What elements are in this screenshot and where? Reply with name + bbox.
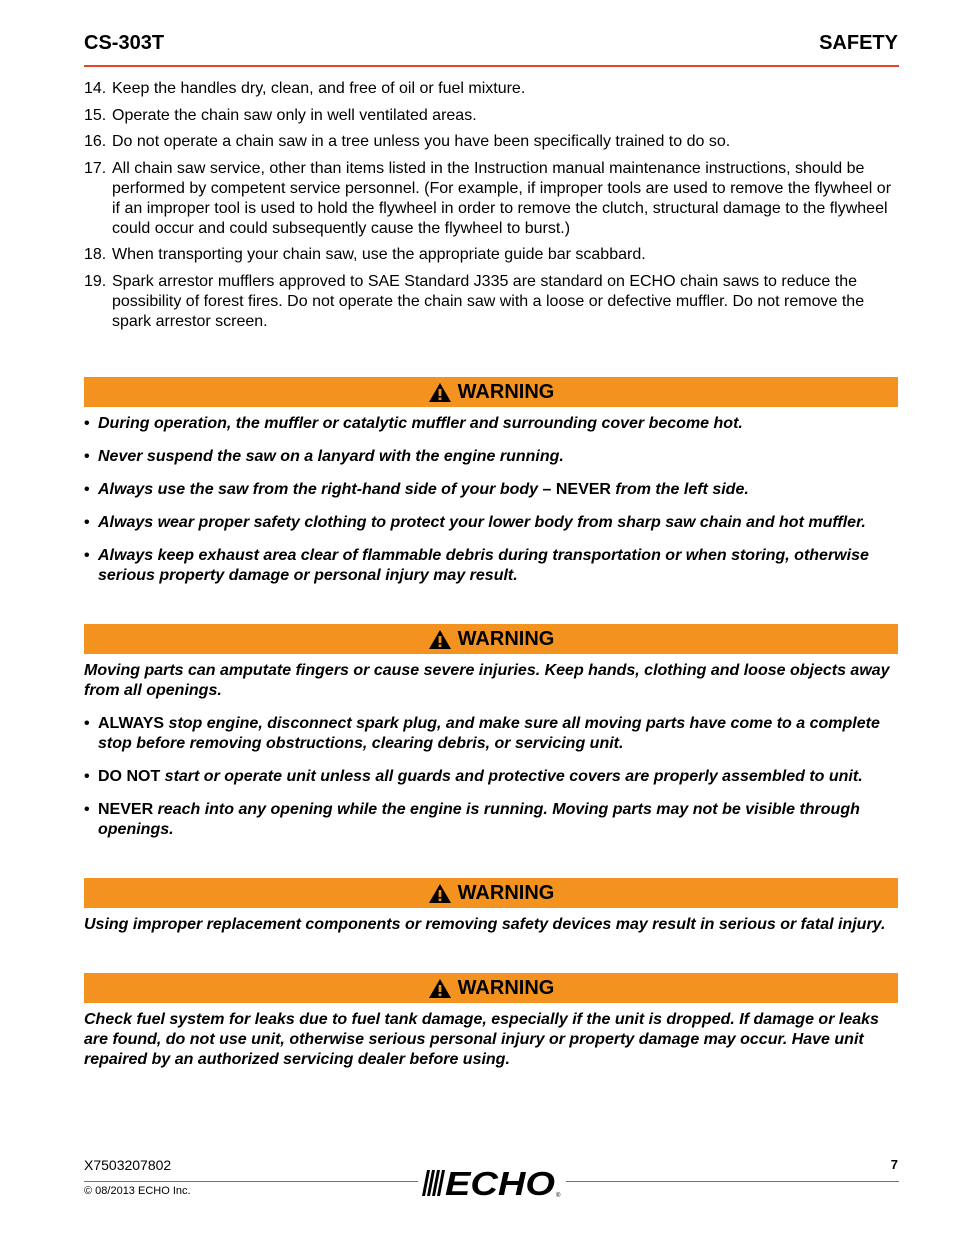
bullet-text: reach into any opening while the engine is running. Moving parts may not be visible through openings. [98, 801, 860, 838]
item-text: When transporting your chain saw, use the appropriate guide bar scabbard. [112, 246, 646, 263]
bullet-text: Never suspend the saw on a lanyard with the engine running. [98, 448, 564, 465]
bullet-text: During operation, the muffler or catalytic muffler and surrounding cover become hot. [98, 415, 743, 432]
warning-bullet: • ALWAYS stop engine, disconnect spark plug, and make sure all moving parts have come to a complete stop before removing obstructions, clearing debris, or servicing unit. [84, 715, 880, 752]
warning-triangle-icon [428, 382, 452, 403]
warning-bullet: • Always keep exhaust area clear of flammable debris during transportation or when storing, otherwise serious property damage or personal injury may result. [84, 547, 869, 584]
warning-text: Using improper replacement components or removing safety devices may result in serious or fatal injury. [84, 916, 886, 933]
warning-banner [84, 973, 898, 1003]
warning-3-content [84, 915, 900, 948]
page-number: 7 [890, 1157, 898, 1172]
list-item [84, 106, 902, 126]
warning-bullet: • Always use the saw from the right-hand side of your body – NEVER from the left side. [84, 481, 749, 498]
warning-2-content [84, 661, 900, 853]
echo-logo [421, 1166, 563, 1200]
warning-bullet: • Never suspend the saw on a lanyard with the engine running. [84, 448, 564, 465]
item-text: Operate the chain saw only in well ventilated areas. [112, 106, 477, 124]
bullet-emphasis: ALWAYS [98, 715, 165, 732]
warning-banner [84, 377, 898, 407]
list-item [84, 159, 902, 239]
warning-1-content [84, 414, 900, 599]
bullet-text: stop engine, disconnect spark plug, and make sure all moving parts have come to a complete stop before removing obstructions, clearing debris, or servicing unit. [98, 715, 880, 752]
bullet-text: Always keep exhaust area clear of flammable debris during transportation or when storing, otherwise serious property damage or personal injury may result. [98, 547, 869, 584]
warning-bullet: • NEVER reach into any opening while the engine is running. Moving parts may not be visible through openings. [84, 801, 860, 838]
warning-triangle-icon [428, 978, 452, 999]
part-number: X7503207802 [84, 1157, 172, 1173]
warning-banner [84, 878, 898, 908]
item-text: Keep the handles dry, clean, and free of oil or fuel mixture. [112, 80, 526, 97]
item-number: 19. [84, 272, 107, 290]
section-title: SAFETY [819, 32, 898, 54]
footer-divider-right [566, 1181, 899, 1182]
warning-triangle-icon [428, 883, 452, 904]
bullet-text: Always wear proper safety clothing to protect your lower body from sharp saw chain and hot muffler. [98, 514, 866, 531]
model-number: CS-303T [84, 32, 165, 54]
warning-label: WARNING [457, 881, 555, 904]
item-number: 17. [84, 159, 107, 177]
page-header [84, 32, 898, 66]
header-divider [84, 65, 899, 67]
svg-text:®: ® [556, 1193, 561, 1199]
warning-bullet: • During operation, the muffler or catalytic muffler and surrounding cover become hot. [84, 415, 743, 432]
bullet-emphasis: NEVER [555, 481, 611, 498]
bullet-text: from the left side. [610, 481, 749, 498]
item-number: 16. [84, 133, 107, 150]
item-number: 15. [84, 106, 107, 124]
warning-4-content [84, 1010, 900, 1083]
item-number: 14. [84, 80, 107, 97]
bullet-emphasis: DO NOT [98, 768, 161, 785]
warning-banner [84, 624, 898, 654]
item-number: 18. [84, 246, 107, 263]
list-item [84, 272, 902, 332]
bullet-text: Always use the saw from the right-hand side of your body – [98, 481, 556, 498]
list-item [84, 79, 902, 99]
item-text: Do not operate a chain saw in a tree unless you have been specifically trained to do so. [112, 133, 731, 150]
copyright: © 08/2013 ECHO Inc. [84, 1185, 191, 1197]
warning-bullet: • Always wear proper safety clothing to protect your lower body from sharp saw chain and hot muffler. [84, 514, 866, 531]
numbered-safety-list [84, 79, 902, 338]
svg-text:ECHO: ECHO [445, 1166, 556, 1200]
warning-label: WARNING [457, 976, 555, 999]
list-item [84, 245, 902, 265]
list-item [84, 132, 902, 152]
bullet-text: start or operate unit unless all guards and protective covers are properly assembled to unit. [160, 768, 863, 785]
warning-text: Check fuel system for leaks due to fuel tank damage, especially if the unit is dropped. If damage or leaks are found, do not use unit, otherwise serious personal injury or property damage may occur. Have unit repaired by an authorized servicing dealer before using. [84, 1011, 879, 1068]
footer-divider-left [84, 1181, 418, 1182]
warning-triangle-icon [428, 629, 452, 650]
warning-bullet: • DO NOT start or operate unit unless all guards and protective covers are properly assembled to unit. [84, 768, 863, 785]
warning-intro: Moving parts can amputate fingers or cause severe injuries. Keep hands, clothing and loose objects away from all openings. [84, 662, 890, 699]
item-text: All chain saw service, other than items listed in the Instruction manual maintenance instructions, should be performed by competent service personnel. (For example, if improper tools are used to remove the flywheel or if an improper tool is used to hold the flywheel in order to remove the clutch, structural damage to the flywheel could occur and could subsequently cause the flywheel to burst.) [112, 159, 892, 237]
bullet-emphasis: NEVER [98, 801, 154, 818]
warning-label: WARNING [457, 380, 555, 403]
warning-label: WARNING [457, 627, 555, 650]
item-text: Spark arrestor mufflers approved to SAE Standard J335 are standard on ECHO chain saws to reduce the possibility of forest fires. Do not operate the chain saw with a loose or defective muffler. Do not remove the spark arrestor screen. [112, 272, 865, 330]
